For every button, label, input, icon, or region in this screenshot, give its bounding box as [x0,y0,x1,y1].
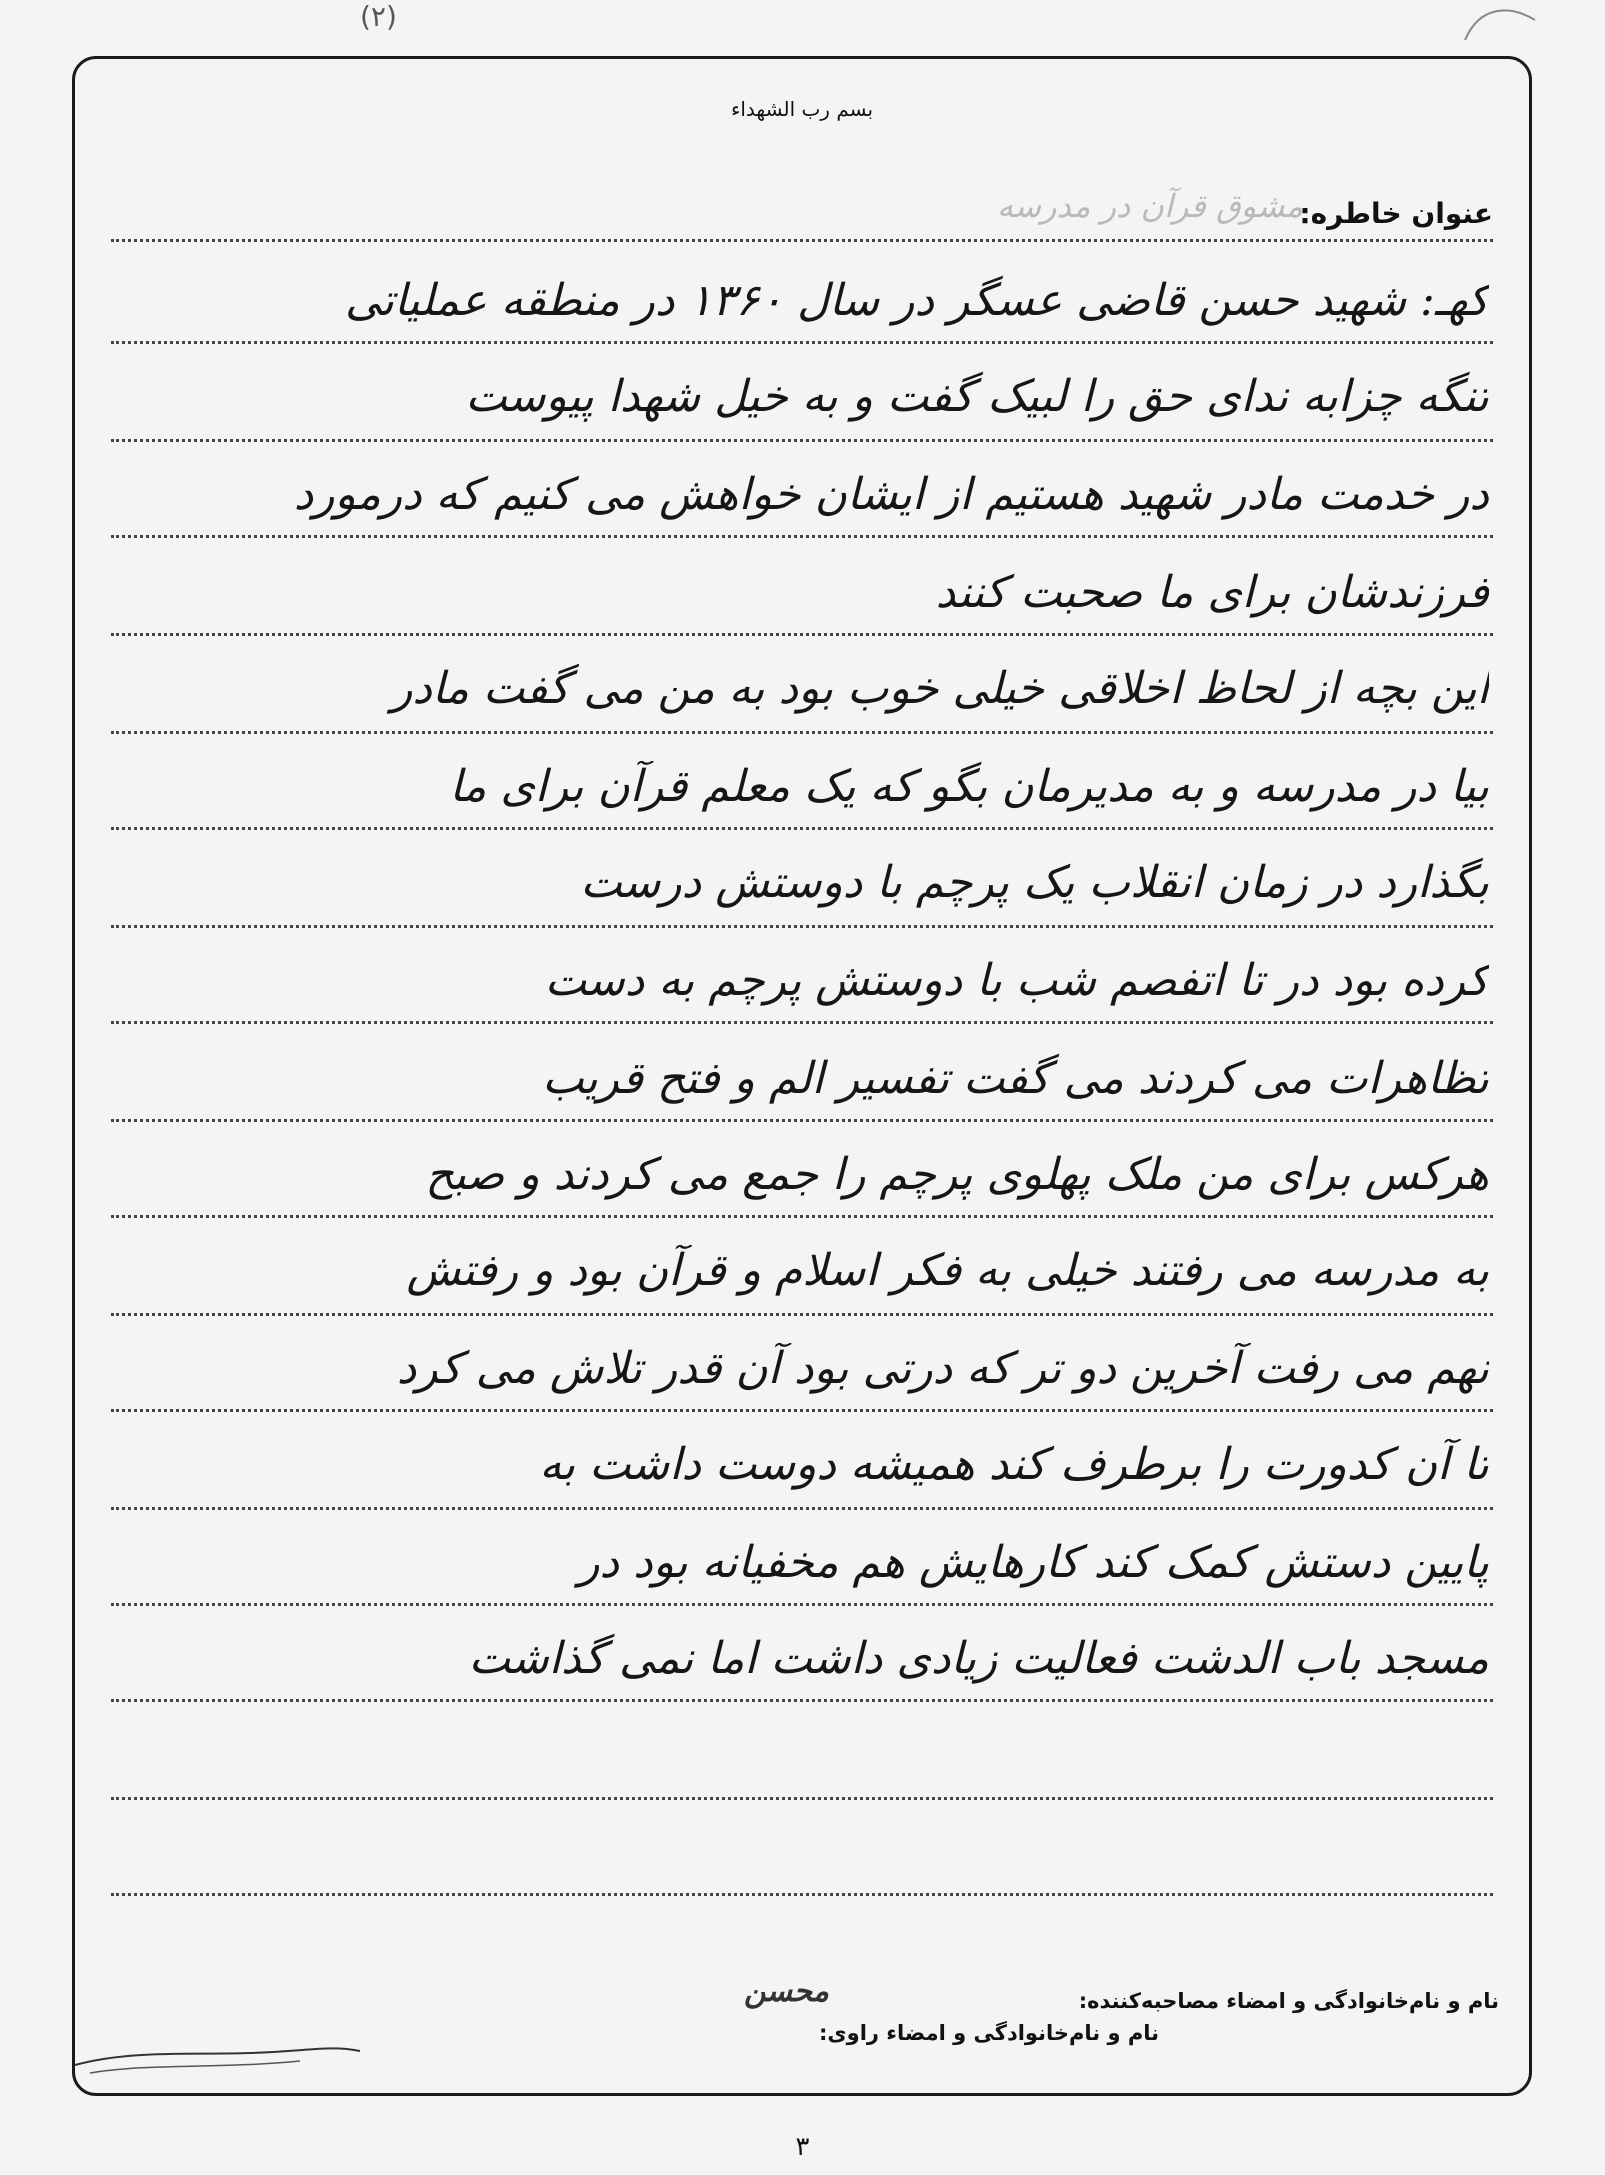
page-header: بسم رب الشهداء [730,97,874,121]
memoir-line-3: در خدمت مادر شهید هستیم از ایشان خواهش می کنیم که درمورد [293,469,1489,520]
interviewer-signature-label: نام و نام‌خانوادگی و امضاء مصاحبه‌کننده: [1078,1989,1499,2013]
memoir-line-6: بیا در مدرسه و به مدیرمان بگو که یک معلم قرآن برای ما [449,761,1489,812]
dotline [111,1215,1493,1218]
title-dotline [111,239,1493,242]
dotline [111,1409,1493,1412]
memoir-line-5: این بچه از لحاظ اخلاقی خیلی خوب بود به من می گفت مادر [391,663,1489,714]
memoir-line-9: تظاهرات می کردند می گفت تفسیر الم و فتح قریب [542,1053,1489,1104]
memoir-line-11: به مدرسه می رفتند خیلی به فکر اسلام و قرآن بود و رفتش [406,1245,1489,1296]
memoir-line-13: تا آن کدورت را برطرف کند همیشه دوست داشت به [539,1439,1489,1490]
dotline [111,341,1493,344]
form-frame [72,56,1532,2096]
title-row [111,187,1493,247]
dotline [111,1313,1493,1316]
dotline-empty [111,1893,1493,1896]
dotline [111,1021,1493,1024]
dotline [111,1119,1493,1122]
memoir-line-4: فرزندشان برای ما صحبت کنند [935,567,1489,618]
dotline-empty [111,1797,1493,1800]
memoir-line-7: بگذارد در زمان انقلاب یک پرچم با دوستش درست [580,857,1489,908]
dotline [111,1603,1493,1606]
memoir-line-12: نهم می رفت آخرین دو تر که درتی بود آن قدر تلاش می کرد [396,1343,1489,1394]
title-label: عنوان خاطره: [1299,197,1493,230]
dotline [111,1507,1493,1510]
title-value: مشوق قرآن در مدرسه [997,187,1303,225]
dotline [111,633,1493,636]
dotline [111,925,1493,928]
corner-scribble [1460,0,1540,50]
memoir-line-15: مسجد باب الدشت فعالیت زیادی داشت اما نمی گذاشت [468,1633,1489,1684]
dotline [111,1699,1493,1702]
memoir-line-8: کرده بود در تا اتفصم شب با دوستش پرچم به دست [544,955,1489,1006]
dotline [111,535,1493,538]
memoir-line-14: پایین دستش کمک کند کارهایش هم مخفیانه بود در [578,1537,1489,1588]
dotline [111,731,1493,734]
narrator-signature-label: نام و نام‌خانوادگی و امضاء راوی: [819,2021,1159,2045]
corner-mark: (۲) [360,0,397,33]
memoir-line-2: تنگه چزابه ندای حق را لبیک گفت و به خیل شهدا پیوست [465,371,1489,422]
interviewer-signature: محسن [743,1974,829,2009]
dotline [111,827,1493,830]
memoir-line-1: کهـ: شهید حسن قاضی عسگر در سال ۱۳۶۰ در منطقه عملیاتی [345,275,1489,326]
memoir-line-10: هرکس برای من ملک پهلوی پرچم را جمع می کردند و صبح [425,1149,1489,1200]
page-number: ۳ [795,2132,810,2162]
narrator-signature-scribble [70,2025,370,2085]
dotline [111,439,1493,442]
